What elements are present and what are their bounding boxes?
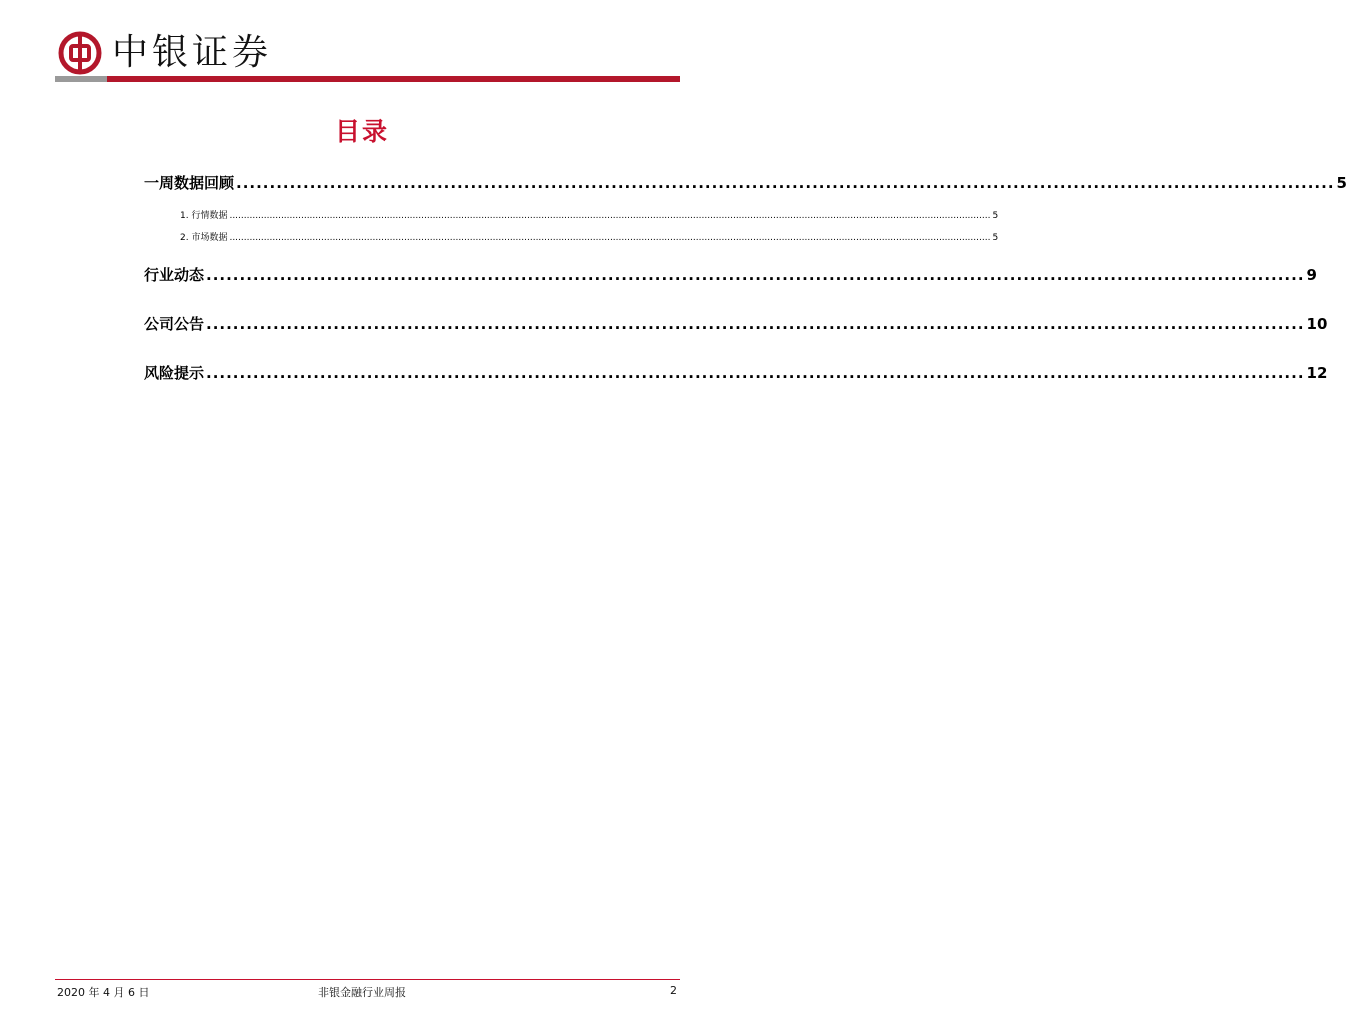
toc-entry-label: 2. 市场数据 <box>180 233 228 243</box>
toc-entry-page: 10 <box>1306 315 1328 333</box>
brand-name: 中银证券 <box>112 32 273 73</box>
toc-entry-market-quotes[interactable] <box>180 208 999 221</box>
toc-entry-weekly-data-review[interactable] <box>144 172 1347 193</box>
toc-entry-industry-news[interactable] <box>144 264 1317 285</box>
toc-title: 目录 <box>334 117 389 146</box>
brand-header <box>58 30 272 76</box>
toc-leader-dots: .......................................................................................................................................................................................................................................................................... <box>229 211 991 221</box>
toc-leader-dots: .......................................................................................................................................................................................................................................................................... <box>229 233 991 243</box>
toc-entry-label: 1. 行情数据 <box>180 211 228 221</box>
toc-leader-dots: .................................................................................................................................................................... <box>236 174 1335 192</box>
toc-entry-page: 5 <box>992 233 999 243</box>
toc-leader-dots: .................................................................................................................................................................... <box>206 266 1305 284</box>
toc-entry-page: 12 <box>1306 364 1328 382</box>
toc-entry-label: 风险提示 <box>144 364 205 382</box>
toc-entry-risk-warning[interactable] <box>144 362 1328 383</box>
header-rule-red <box>107 76 680 82</box>
toc-entry-label: 行业动态 <box>144 266 205 284</box>
toc-entry-page: 5 <box>1336 174 1347 192</box>
toc-entry-page: 5 <box>992 211 999 221</box>
toc-entry-company-announcements[interactable] <box>144 313 1328 334</box>
footer-rule <box>55 979 680 980</box>
footer-date: 2020 年 4 月 6 日 <box>57 986 150 999</box>
footer-page-number: 2 <box>670 984 677 997</box>
toc-entry-label: 一周数据回顾 <box>144 174 235 192</box>
toc-entry-label: 公司公告 <box>144 315 205 333</box>
bank-of-china-logo-icon <box>58 31 102 75</box>
toc-leader-dots: .................................................................................................................................................................... <box>206 364 1305 382</box>
toc-leader-dots: .................................................................................................................................................................... <box>206 315 1305 333</box>
toc-entry-page: 9 <box>1306 266 1317 284</box>
header-rule-gray <box>55 76 107 82</box>
footer-report-name: 非银金融行业周报 <box>318 986 406 999</box>
toc-entry-market-data[interactable] <box>180 230 999 243</box>
